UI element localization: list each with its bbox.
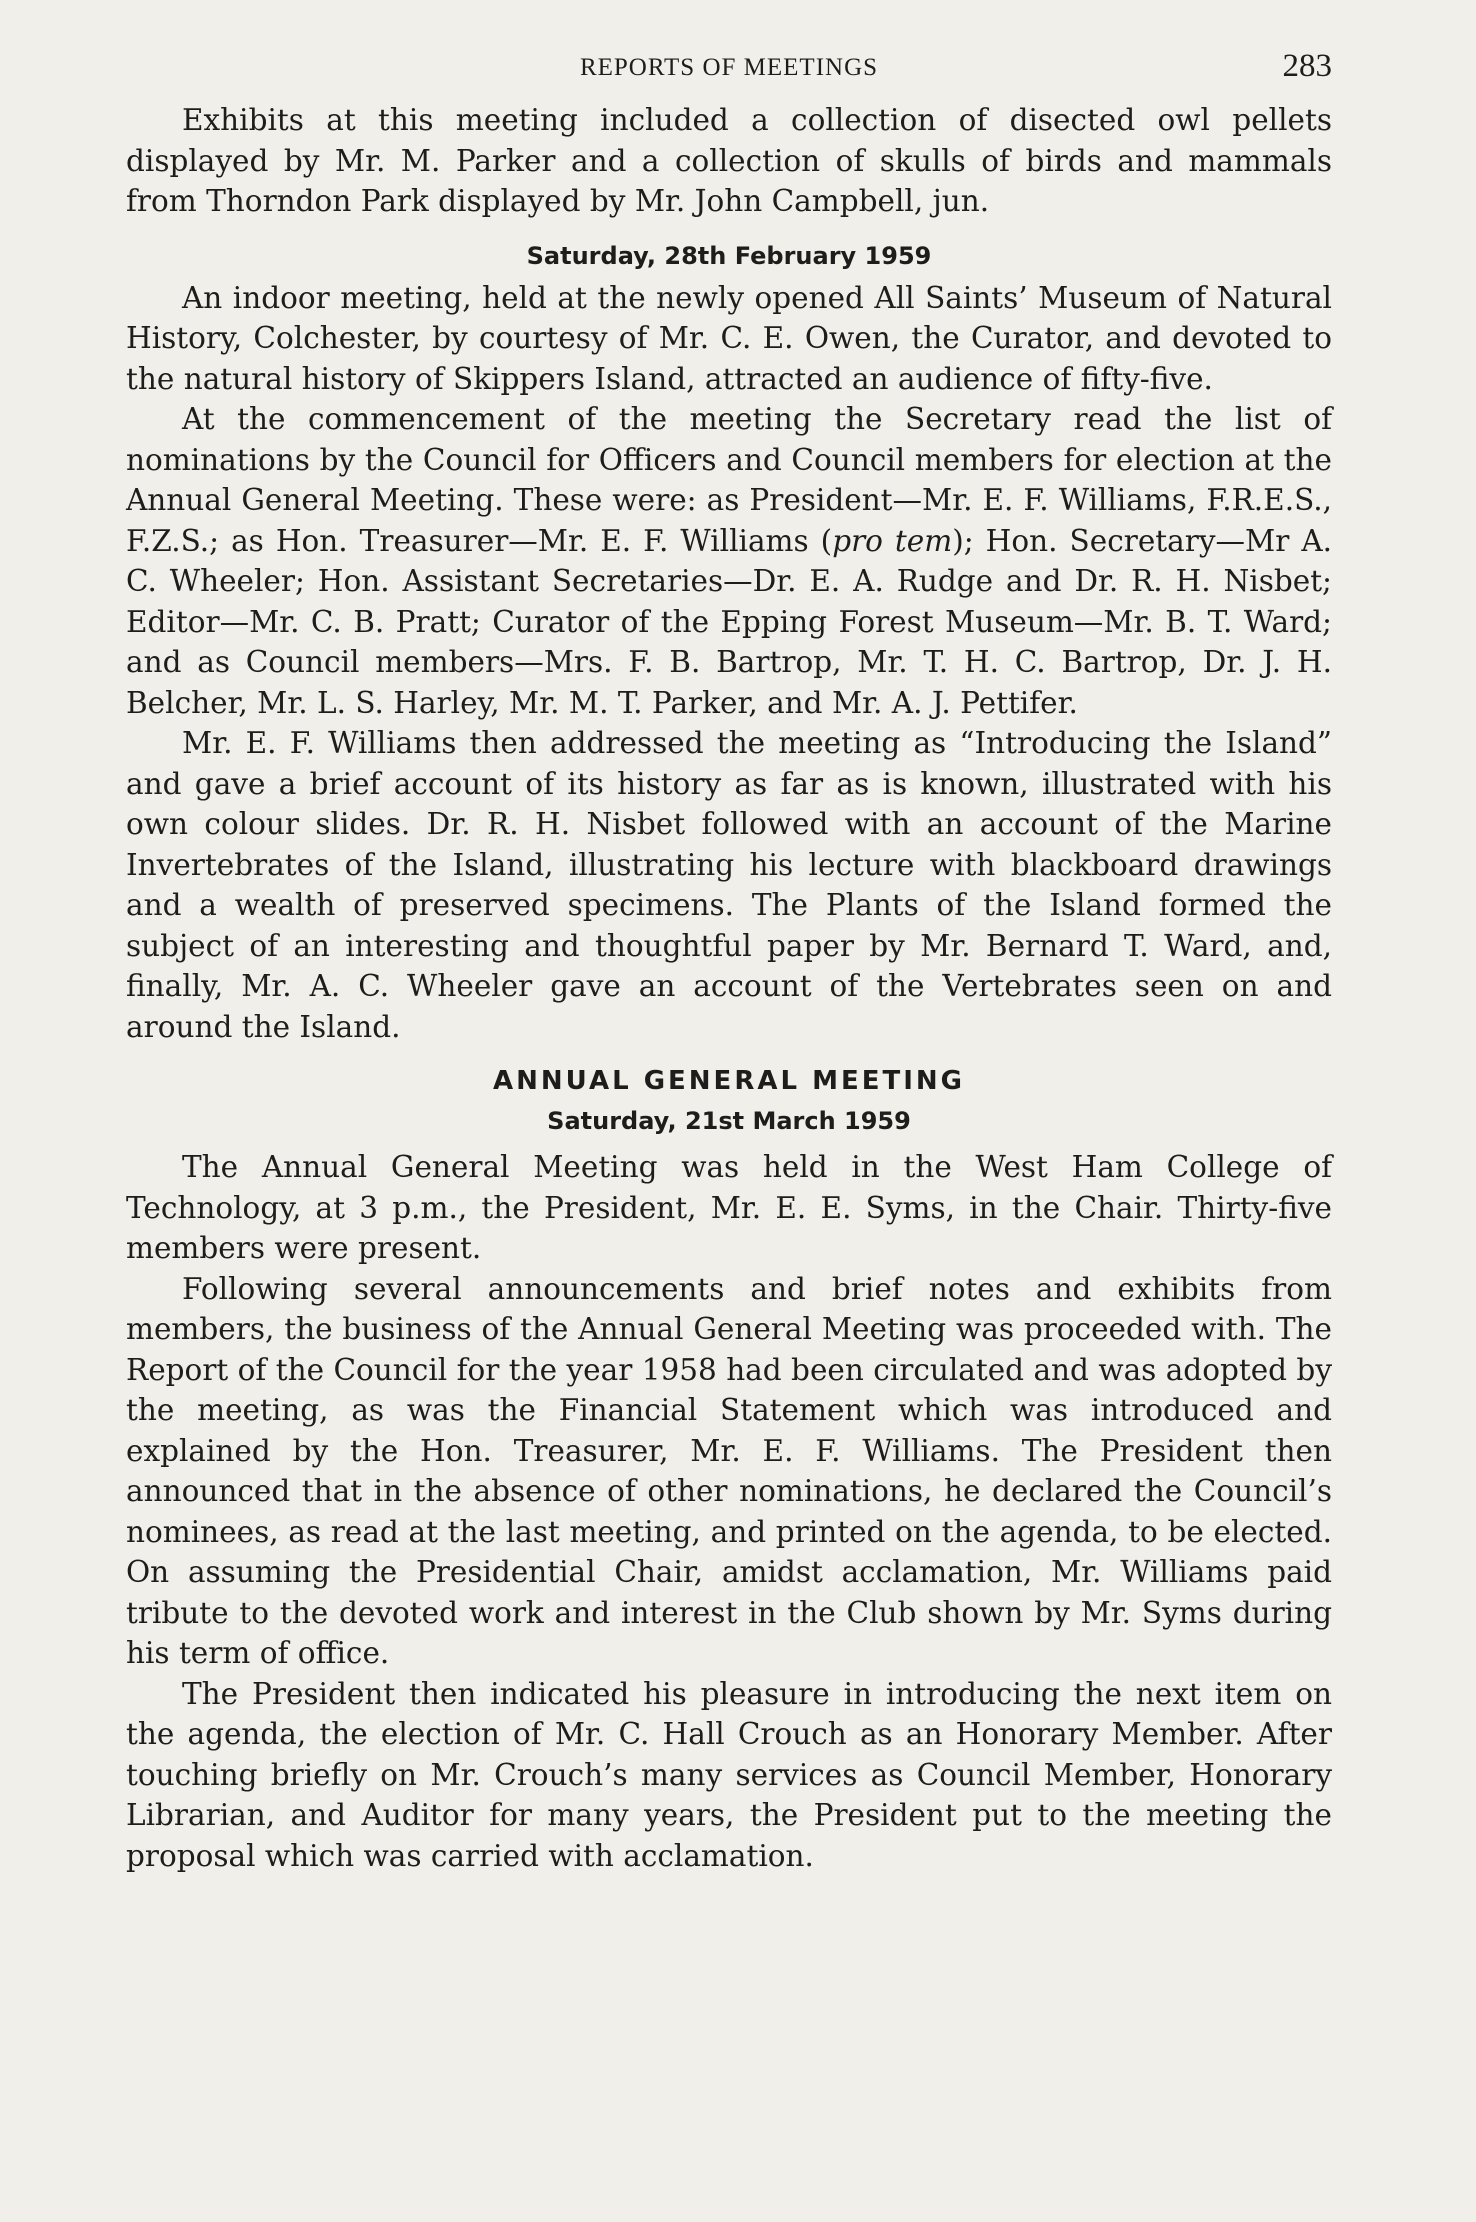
lectures-paragraph: Mr. E. F. Williams then addressed the meeting as “Introducing the Island” and gave a brief account of its history as far as is known, illustrated with his own colour slides. Dr. R. H. Nisbet followed with an account of the Marine Invertebrates of the Island, illustrating his lecture with blackboard drawings and a wealth of preserved specimens. The Plants of the Island formed the subject of an interesting and thoughtful paper by Mr. Bernard T. Ward, and, finally, Mr. A. C. Wheeler gave an account of the Vertebrates seen on and around the Island. [126, 726, 1332, 1044]
running-head [126, 44, 1332, 100]
nominations-italic: pro tem [832, 523, 953, 558]
running-head-title: REPORTS OF MEETINGS [579, 54, 879, 81]
meeting-date-heading: Saturday, 28th February 1959 [526, 241, 932, 270]
document-page [126, 44, 1332, 1876]
agm-date-heading: Saturday, 21st March 1959 [547, 1107, 911, 1135]
exhibits-paragraph: Exhibits at this meeting included a collection of disected owl pellets displayed by Mr. M. Parker and a collection of skulls of birds and mammals from Thorndon Park displayed by Mr. John Campbell, jun. [126, 103, 1332, 218]
agm-heading: ANNUAL GENERAL MEETING [493, 1066, 965, 1096]
honorary-member-paragraph: The President then indicated his pleasure in introducing the next item on the agenda, the election of Mr. C. Hall Crouch as an Honorary Member. After touching briefly on Mr. Crouch’s many services as Council Member, Honorary Librarian, and Auditor for many years, the President put to the meeting the proposal which was carried with acclamation. [126, 1676, 1332, 1873]
indoor-meeting-paragraph: An indoor meeting, held at the newly opened All Saints’ Museum of Natural History, Colchester, by courtesy of Mr. C. E. Owen, the Curator, and devoted to the natural history of Skippers Island, attracted an audience of fifty-five. [126, 280, 1332, 396]
page-number: 283 [1282, 48, 1332, 84]
agm-business-paragraph: Following several announcements and brief notes and exhibits from members, the business of the Annual General Meeting was proceeded with. The Report of the Council for the year 1958 had been circulated and was adopted by the meeting, as was the Financial Statement which was introduced and explained by the Hon. Treasurer, Mr. E. F. Williams. The President then announced that in the absence of other nominations, he declared the Council’s nominees, as read at the last meeting, and printed on the agenda, to be elected. On assuming the Presidential Chair, amidst acclamation, Mr. Williams paid tribute to the devoted work and interest in the Club shown by Mr. Syms during his term of office. [126, 1271, 1332, 1670]
nominations-text-b: ); Hon. Secretary—Mr A. C. Wheeler; Hon. Assistant Secretaries—Dr. E. A. Rudge and Dr. R. H. Nisbet; Editor—Mr. C. B. Pratt; Curator of the Epping Forest Museum—Mr. B. T. Ward; and as Council members—Mrs. F. B. Bartrop, Mr. T. H. C. Bartrop, Dr. J. H. Belcher, Mr. L. S. Harley, Mr. M. T. Parker, and Mr. A. J. Pettifer. [126, 523, 1333, 720]
nominations-text-a: At the commencement of the meeting the Secretary read the list of nominations by the Council for Officers and Council members for election at the Annual General Meeting. These were: as President—Mr. E. F. Williams, F.R.E.S., F.Z.S.; as Hon. Treasurer—Mr. E. F. Williams ( [126, 402, 1332, 558]
nominations-paragraph [126, 399, 1332, 723]
agm-opening-paragraph: The Annual General Meeting was held in the West Ham College of Technology, at 3 p.m., the President, Mr. E. E. Syms, in the Chair. Thirty-five members were present. [126, 1150, 1332, 1265]
